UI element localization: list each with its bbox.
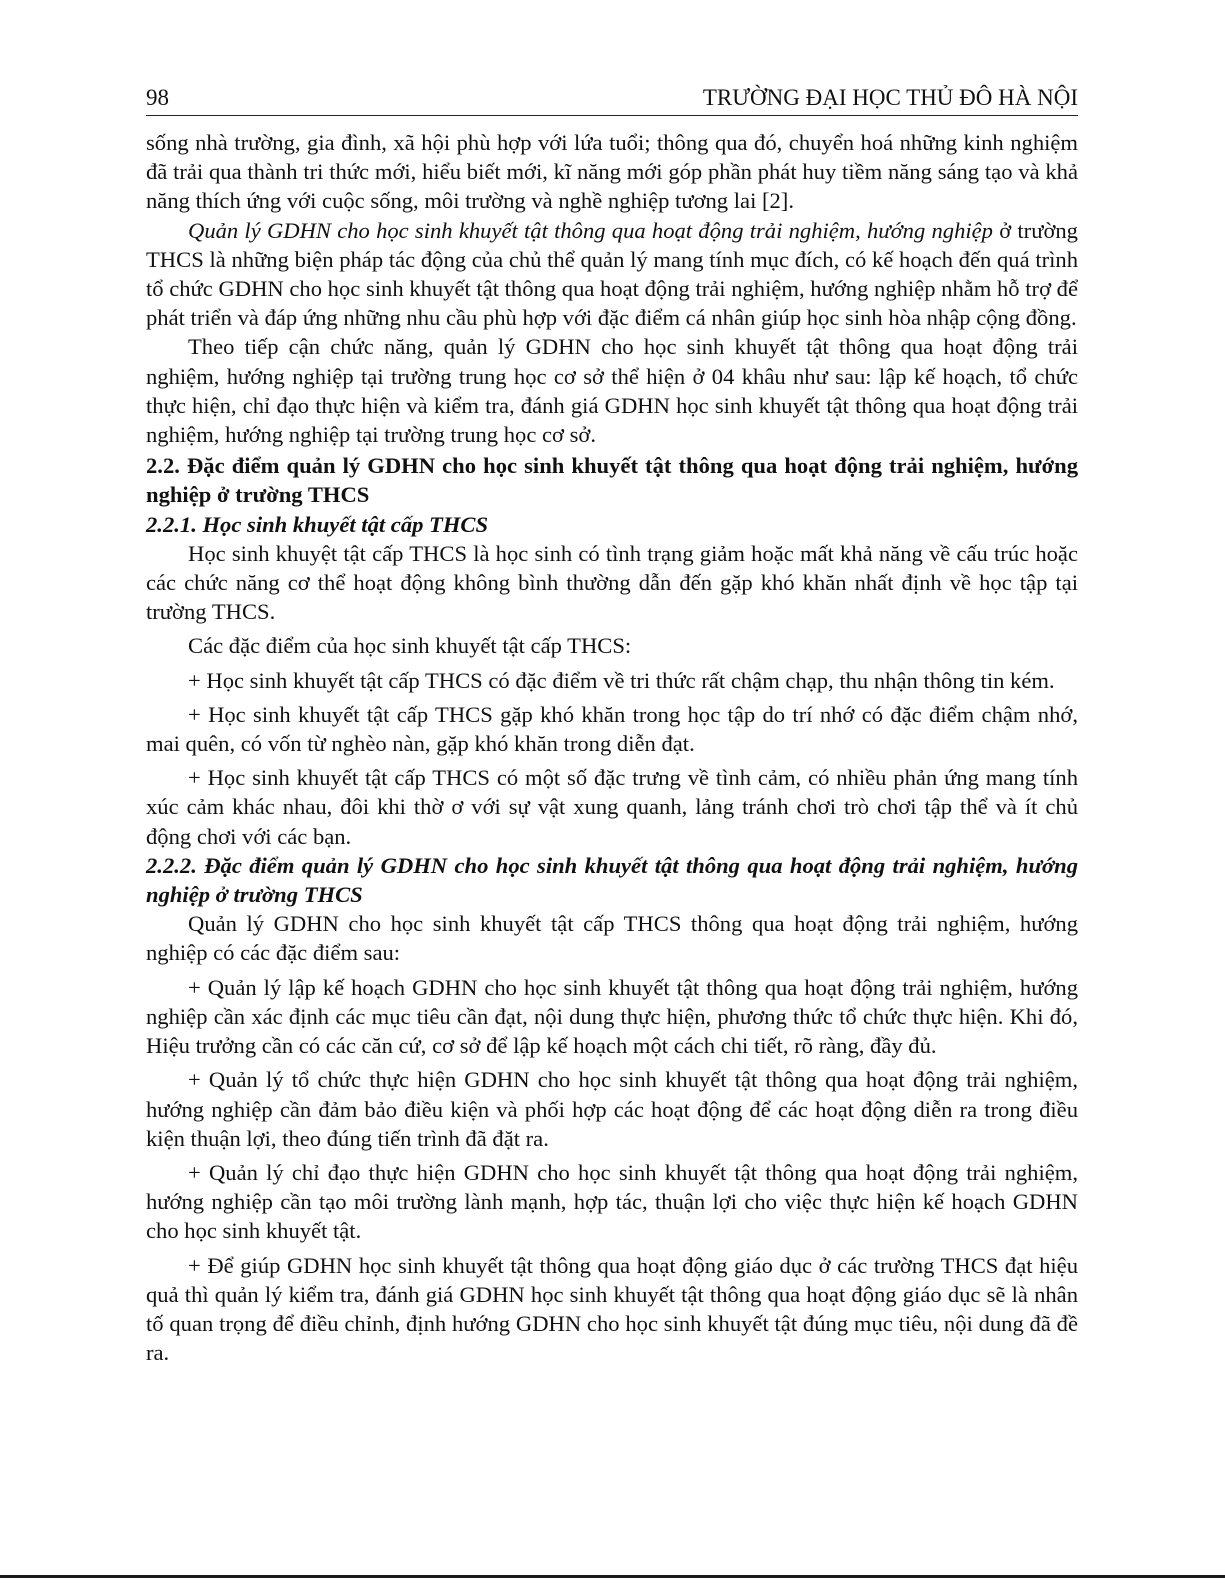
paragraph-definition: [146, 216, 1078, 333]
article-body: [146, 128, 1078, 1367]
section-heading-2-2: 2.2. Đặc điểm quản lý GDHN cho học sinh khuyết tật thông qua hoạt động trải nghiệm, hướng nghiệp ở trường THCS: [146, 453, 1078, 508]
list-item: + Quản lý tổ chức thực hiện GDHN cho học sinh khuyết tật thông qua hoạt động trải nghiệm, hướng nghiệp cần đảm bảo điều kiện và phối hợp các hoạt động để các hoạt động diễn ra trong điều kiện thuận lợi, theo đúng tiến trình đã đặt ra.: [146, 1067, 1078, 1151]
paragraph: Theo tiếp cận chức năng, quản lý GDHN cho học sinh khuyết tật thông qua hoạt động trải nghiệm, hướng nghiệp tại trường trung học cơ sở thể hiện ở 04 khâu như sau: lập kế hoạch, tổ chức thực hiện, chỉ đạo thực hiện và kiểm tra, đánh giá GDHN học sinh khuyết tật thông qua hoạt động trải nghiệm, hướng nghiệp tại trường trung học cơ sở.: [146, 334, 1078, 448]
definition-term: Quản lý GDHN cho học sinh khuyết tật thông qua hoạt động trải nghiệm, hướng nghiệp: [188, 217, 993, 243]
list-item: + Quản lý lập kế hoạch GDHN cho học sinh khuyết tật thông qua hoạt động trải nghiệm, hướng nghiệp cần xác định các mục tiêu cần đạt, nội dung thực hiện, phương thức tổ chức thực hiện. Khi đó, Hiệu trưởng cần có các căn cứ, cơ sở để lập kế hoạch một cách chi tiết, rõ ràng, đầy đủ.: [146, 974, 1078, 1059]
list-item: + Để giúp GDHN học sinh khuyết tật thông qua hoạt động giáo dục ở các trường THCS đạt hiệu quả thì quản lý kiểm tra, đánh giá GDHN học sinh khuyết tật thông qua hoạt động giáo dục sẽ là nhân tố quan trọng để điều chỉnh, định hướng GDHN cho học sinh khuyết tật đúng mục tiêu, nội dung đã đề ra.: [146, 1252, 1078, 1366]
paragraph: Quản lý GDHN cho học sinh khuyết tật cấp THCS thông qua hoạt động trải nghiệm, hướng nghiệp có các đặc điểm sau:: [146, 911, 1078, 966]
running-header: [146, 84, 1078, 116]
subsection-heading-2-2-2: 2.2.2. Đặc điểm quản lý GDHN cho học sinh khuyết tật thông qua hoạt động trải nghiệm, hướng nghiệp ở trường THCS: [146, 852, 1078, 908]
definition-text: ở trường THCS là những biện pháp tác động của chủ thể quản lý mang tính mục đích, có kế hoạch đến quá trình tổ chức GDHN cho học sinh khuyết tật thông qua hoạt động trải nghiệm, hướng nghiệp nhằm hỗ trợ để phát triển và đáp ứng những nhu cầu phù hợp với đặc điểm cá nhân giúp học sinh hòa nhập cộng đồng.: [146, 217, 1078, 331]
paragraph: Học sinh khuyệt tật cấp THCS là học sinh có tình trạng giảm hoặc mất khả năng về cấu trúc hoặc các chức năng cơ thể hoạt động không bình thường dẫn đến gặp khó khăn nhất định về học tập tại trường THCS.: [146, 540, 1078, 625]
list-item: + Học sinh khuyết tật cấp THCS có một số đặc trưng về tình cảm, có nhiều phản ứng mang tính xúc cảm khác nhau, đôi khi thờ ơ với sự vật xung quanh, lảng tránh chơi trò chơi tập thể và ít chủ động chơi với các bạn.: [146, 765, 1078, 849]
list-item: + Học sinh khuyết tật cấp THCS gặp khó khăn trong học tập do trí nhớ có đặc điểm chậm nhớ, mai quên, có vốn từ nghèo nàn, gặp khó khăn trong diễn đạt.: [146, 701, 1078, 757]
page-number: 98: [146, 85, 169, 110]
paragraph: sống nhà trường, gia đình, xã hội phù hợp với lứa tuổi; thông qua đó, chuyển hoá những kinh nghiệm đã trải qua thành tri thức mới, hiểu biết mới, kĩ năng mới góp phần phát huy tiềm năng sáng tạo và khả năng thích ứng với cuộc sống, môi trường và nghề nghiệp tương lai [2].: [146, 130, 1078, 214]
paragraph: Các đặc điểm của học sinh khuyết tật cấp THCS:: [188, 633, 632, 659]
journal-name: TRƯỜNG ĐẠI HỌC THỦ ĐÔ HÀ NỘI: [702, 85, 1078, 110]
page-bottom-border: [0, 1575, 1225, 1578]
subsection-heading-2-2-1: 2.2.1. Học sinh khuyết tật cấp THCS: [146, 511, 489, 537]
list-item: + Học sinh khuyết tật cấp THCS có đặc điểm về tri thức rất chậm chạp, thu nhận thông tin kém.: [188, 667, 1055, 693]
page: [146, 84, 1078, 1367]
list-item: + Quản lý chỉ đạo thực hiện GDHN cho học sinh khuyết tật thông qua hoạt động trải nghiệm, hướng nghiệp cần tạo môi trường lành mạnh, hợp tác, thuận lợi cho việc thực hiện kế hoạch GDHN cho học sinh khuyết tật.: [146, 1159, 1078, 1244]
